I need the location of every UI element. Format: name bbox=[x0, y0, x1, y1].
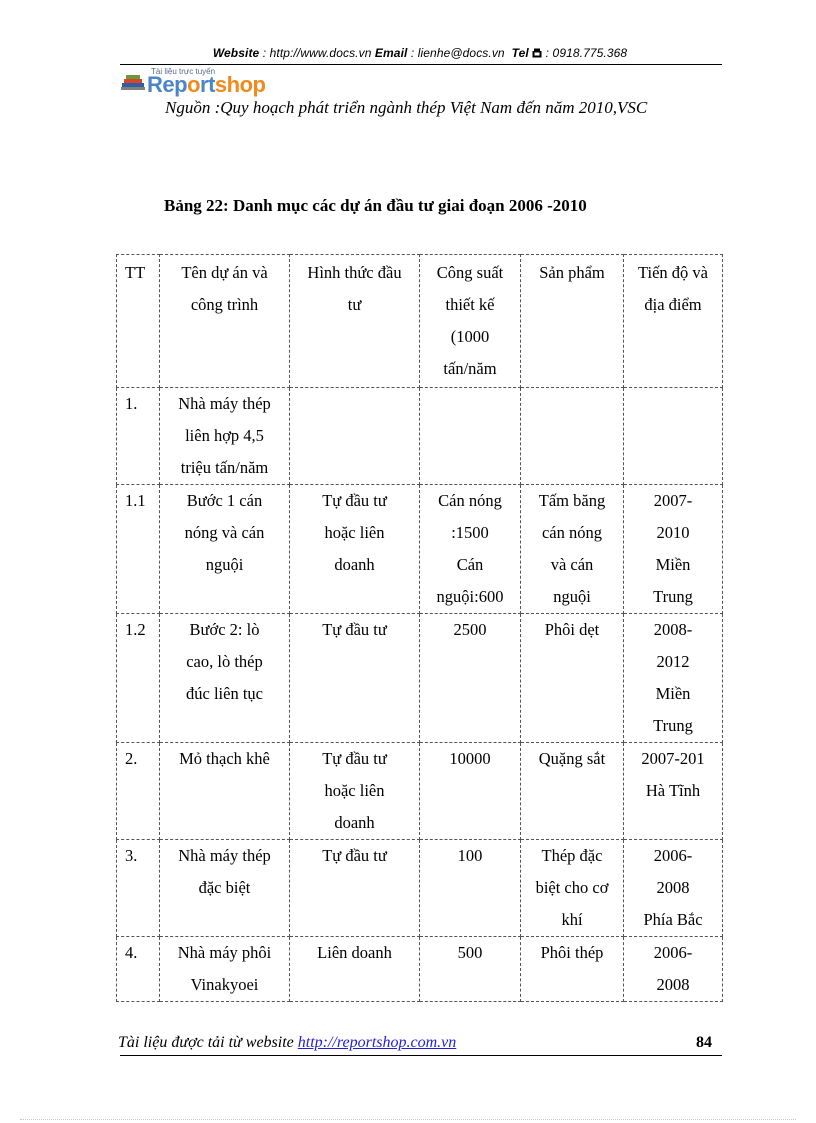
header-cell-product bbox=[521, 255, 624, 388]
cell-product bbox=[521, 614, 624, 743]
cell-line: 2007- bbox=[653, 491, 693, 510]
cell-schedule bbox=[624, 840, 723, 937]
cell-line: 2006- bbox=[653, 943, 693, 962]
cell-line: 100 bbox=[457, 846, 483, 865]
footer-text: Tài liệu được tải từ website bbox=[118, 1034, 294, 1051]
cell-line: công trình bbox=[190, 295, 259, 314]
cell-tt bbox=[117, 840, 160, 937]
page-number: 84 bbox=[696, 1034, 712, 1051]
cell-line: Cán nóng bbox=[438, 491, 502, 510]
tel-label: Tel bbox=[511, 46, 529, 60]
cell-line: 500 bbox=[457, 943, 483, 962]
cell-name bbox=[160, 937, 290, 1002]
cell-line: Sản phẩm bbox=[539, 263, 605, 282]
cell-line: cán nóng bbox=[541, 523, 603, 542]
logo-word-dot: o bbox=[187, 72, 201, 97]
cell-product bbox=[521, 937, 624, 1002]
cell-line: đúc liên tục bbox=[186, 684, 263, 703]
cell-capacity bbox=[420, 937, 521, 1002]
cell-line: liên hợp 4,5 bbox=[185, 426, 264, 445]
cell-line: Công suất bbox=[436, 263, 504, 282]
cell-schedule bbox=[624, 743, 723, 840]
cell-tt bbox=[117, 743, 160, 840]
cell-name bbox=[160, 388, 290, 485]
cell-line: thiết kế bbox=[445, 295, 495, 314]
cell-line: 2008- bbox=[653, 620, 693, 639]
cell-line: 2. bbox=[125, 749, 138, 768]
cell-line: Nhà máy phôi bbox=[177, 943, 272, 962]
logo-word-shop: shop bbox=[214, 72, 266, 97]
cell-line: Cán bbox=[456, 555, 484, 574]
cell-line: Tự đầu tư bbox=[322, 846, 387, 865]
cell-line: Liên doanh bbox=[317, 943, 392, 962]
cell-line: Miền bbox=[655, 684, 691, 703]
cell-line: Tên dự án và bbox=[181, 263, 268, 282]
cell-product bbox=[521, 840, 624, 937]
phone-icon bbox=[532, 48, 542, 58]
cell-form bbox=[290, 743, 420, 840]
header-cell-capacity bbox=[420, 255, 521, 388]
cell-line: và cán bbox=[550, 555, 594, 574]
page-bottom-border bbox=[20, 1119, 796, 1120]
cell-line: nguội bbox=[205, 555, 244, 574]
footer-link[interactable]: http://reportshop.com.vn bbox=[297, 1034, 457, 1051]
cell-line: Tự đầu tư bbox=[322, 749, 387, 768]
cell-line: TT bbox=[125, 263, 146, 282]
tel-value: : 0918.775.368 bbox=[545, 46, 628, 60]
header-cell-name bbox=[160, 255, 290, 388]
cell-line: Trung bbox=[653, 587, 693, 606]
cell-line: 4. bbox=[125, 943, 138, 962]
header-cell-schedule bbox=[624, 255, 723, 388]
cell-capacity bbox=[420, 614, 521, 743]
cell-line: cao, lò thép bbox=[186, 652, 263, 671]
projects-table bbox=[116, 254, 723, 1002]
cell-line: 1.1 bbox=[125, 491, 146, 510]
cell-line: Bước 2: lò bbox=[189, 620, 260, 639]
cell-tt bbox=[117, 388, 160, 485]
cell-line: Quặng sắt bbox=[538, 749, 606, 768]
footer-divider bbox=[120, 1055, 722, 1056]
logo-tagline: Tài liệu trực tuyến bbox=[151, 67, 216, 76]
cell-line: Vinakyoei bbox=[190, 975, 259, 994]
reportshop-logo[interactable] bbox=[121, 67, 281, 97]
cell-line: Miền bbox=[655, 555, 691, 574]
cell-form bbox=[290, 937, 420, 1002]
cell-line: Nhà máy thép bbox=[178, 394, 271, 413]
cell-line: khí bbox=[561, 910, 583, 929]
website-label: Website bbox=[212, 46, 260, 60]
cell-form bbox=[290, 614, 420, 743]
books-icon bbox=[121, 73, 145, 91]
header-cell-form bbox=[290, 255, 420, 388]
table-header-row bbox=[117, 255, 723, 388]
cell-line: 2008 bbox=[656, 878, 690, 897]
cell-line: nóng và cán bbox=[184, 523, 265, 542]
cell-product bbox=[521, 388, 624, 485]
cell-tt bbox=[117, 485, 160, 614]
table-row bbox=[117, 937, 723, 1002]
cell-line: Phôi thép bbox=[540, 943, 604, 962]
header-cell-tt bbox=[117, 255, 160, 388]
header-divider bbox=[120, 64, 722, 65]
cell-schedule bbox=[624, 937, 723, 1002]
email-label: Email bbox=[374, 46, 408, 60]
source-note: Nguồn :Quy hoạch phát triển ngành thép Việt Nam đến năm 2010,VSC bbox=[165, 98, 648, 117]
cell-line: tư bbox=[347, 295, 362, 314]
logo-wordmark bbox=[147, 74, 265, 96]
table-row bbox=[117, 743, 723, 840]
cell-tt bbox=[117, 614, 160, 743]
table-caption: Bảng 22: Danh mục các dự án đầu tư giai đoạn 2006 -2010 bbox=[164, 196, 587, 215]
cell-line: 2006- bbox=[653, 846, 693, 865]
cell-form bbox=[290, 840, 420, 937]
cell-line: Mỏ thạch khê bbox=[179, 749, 270, 768]
footer-note bbox=[118, 1034, 456, 1052]
cell-line: Tự đầu tư bbox=[322, 491, 387, 510]
cell-line: 2500 bbox=[453, 620, 487, 639]
cell-line: Tiến độ và bbox=[638, 263, 708, 282]
cell-line: Phía Bắc bbox=[643, 910, 703, 929]
cell-capacity bbox=[420, 388, 521, 485]
cell-line: đặc biệt bbox=[198, 878, 251, 897]
cell-line: 1. bbox=[125, 394, 138, 413]
cell-line: Nhà máy thép bbox=[178, 846, 271, 865]
cell-line: Tấm băng bbox=[538, 491, 606, 510]
cell-line: Tự đầu tư bbox=[322, 620, 387, 639]
logo-word-report: Rep bbox=[147, 72, 188, 97]
cell-form bbox=[290, 388, 420, 485]
cell-name bbox=[160, 743, 290, 840]
table-row bbox=[117, 388, 723, 485]
cell-line: doanh bbox=[334, 813, 375, 832]
cell-product bbox=[521, 743, 624, 840]
cell-tt bbox=[117, 937, 160, 1002]
website-value[interactable]: : http://www.docs.vn bbox=[262, 46, 372, 60]
cell-capacity bbox=[420, 743, 521, 840]
cell-line: doanh bbox=[334, 555, 375, 574]
cell-line: hoặc liên bbox=[324, 781, 385, 800]
cell-capacity bbox=[420, 485, 521, 614]
cell-product bbox=[521, 485, 624, 614]
cell-line: 2012 bbox=[656, 652, 690, 671]
cell-line: 2008 bbox=[656, 975, 690, 994]
cell-line: 10000 bbox=[449, 749, 491, 768]
cell-form bbox=[290, 485, 420, 614]
cell-line: 3. bbox=[125, 846, 138, 865]
cell-line: địa điểm bbox=[644, 295, 702, 314]
email-value[interactable]: : lienhe@docs.vn bbox=[410, 46, 505, 60]
cell-line: nguội:600 bbox=[436, 587, 504, 606]
cell-schedule bbox=[624, 614, 723, 743]
cell-line: tấn/năm bbox=[443, 359, 497, 378]
cell-line: :1500 bbox=[451, 523, 489, 542]
table-row bbox=[117, 614, 723, 743]
cell-name bbox=[160, 840, 290, 937]
cell-line: (1000 bbox=[450, 327, 490, 346]
table-row bbox=[117, 485, 723, 614]
cell-line: hoặc liên bbox=[324, 523, 385, 542]
cell-line: triệu tấn/năm bbox=[180, 458, 269, 477]
cell-line: Thép đặc bbox=[541, 846, 603, 865]
page-header bbox=[120, 46, 720, 60]
cell-schedule bbox=[624, 388, 723, 485]
cell-name bbox=[160, 485, 290, 614]
cell-line: Hình thức đầu bbox=[307, 263, 402, 282]
cell-line: 1.2 bbox=[125, 620, 146, 639]
cell-schedule bbox=[624, 485, 723, 614]
logo-word-rest: rt bbox=[200, 72, 215, 97]
cell-capacity bbox=[420, 840, 521, 937]
cell-line: biệt cho cơ bbox=[535, 878, 609, 897]
cell-name bbox=[160, 614, 290, 743]
table-row bbox=[117, 840, 723, 937]
cell-line: Bước 1 cán bbox=[186, 491, 263, 510]
cell-line: nguội bbox=[553, 587, 591, 606]
cell-line: 2010 bbox=[656, 523, 690, 542]
cell-line: Phôi dẹt bbox=[544, 620, 600, 639]
cell-line: Trung bbox=[653, 716, 693, 735]
cell-line: 2007-201 bbox=[641, 749, 705, 768]
cell-line: Hà Tĩnh bbox=[645, 781, 701, 800]
